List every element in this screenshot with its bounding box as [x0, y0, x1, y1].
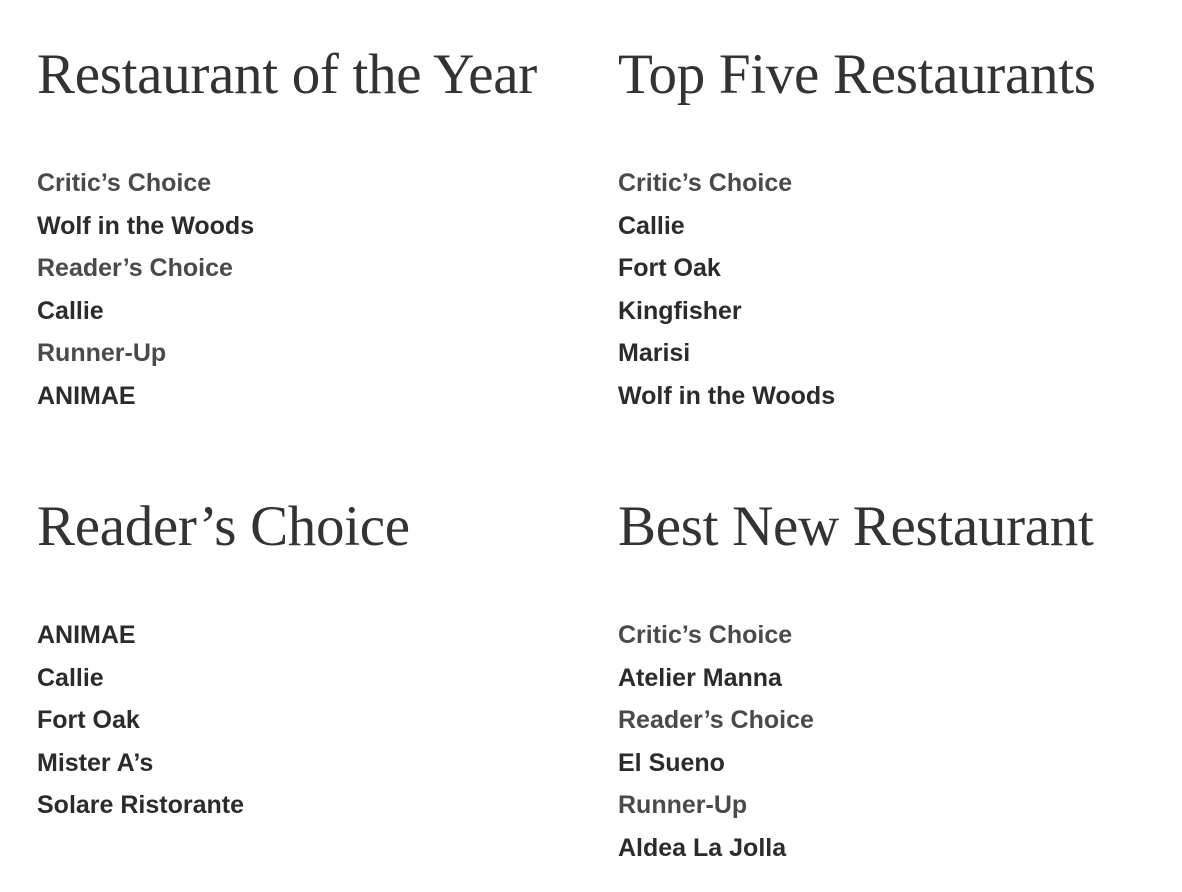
section-title: Best New Restaurant: [618, 495, 1094, 558]
section-title: Reader’s Choice: [37, 495, 410, 558]
award-winner-name: Atelier Manna: [618, 663, 782, 692]
awards-grid: [37, 40, 1157, 892]
award-winner-name: Wolf in the Woods: [618, 381, 836, 410]
award-winner-name: El Sueno: [618, 748, 725, 777]
award-category-label: Reader’s Choice: [618, 706, 814, 734]
section-title: Top Five Restaurants: [618, 43, 1096, 106]
award-list: [618, 614, 1138, 869]
award-winner-name: Fort Oak: [37, 706, 140, 734]
section-best-new-restaurant: [618, 492, 1138, 892]
award-winner-name: Aldea La Jolla: [618, 833, 787, 862]
award-winner-name: Callie: [37, 296, 104, 325]
award-winner-name: Solare Ristorante: [37, 791, 245, 819]
section-top-five-restaurants: [618, 40, 1138, 492]
section-title: Restaurant of the Year: [37, 43, 537, 106]
award-winner-name: Callie: [618, 211, 685, 240]
award-winner-name: ANIMAE: [37, 381, 136, 410]
award-winner-name: Kingfisher: [618, 296, 742, 325]
award-category-label: Critic’s Choice: [618, 169, 793, 197]
award-list: [37, 162, 618, 417]
section-readers-choice: [37, 492, 618, 892]
award-list: [618, 162, 1138, 417]
award-category-label: Critic’s Choice: [618, 621, 793, 649]
award-category-label: Runner-Up: [618, 791, 748, 819]
section-restaurant-of-the-year: [37, 40, 618, 492]
award-winner-name: Marisi: [618, 339, 691, 367]
award-winner-name: ANIMAE: [37, 621, 136, 649]
award-category-label: Runner-Up: [37, 339, 167, 367]
award-category-label: Critic’s Choice: [37, 169, 212, 197]
award-winner-name: Mister A’s: [37, 748, 154, 777]
award-category-label: Reader’s Choice: [37, 254, 233, 282]
award-list: [37, 614, 618, 827]
award-winner-name: Callie: [37, 663, 104, 692]
award-winner-name: Fort Oak: [618, 254, 721, 282]
award-winner-name: Wolf in the Woods: [37, 211, 255, 240]
